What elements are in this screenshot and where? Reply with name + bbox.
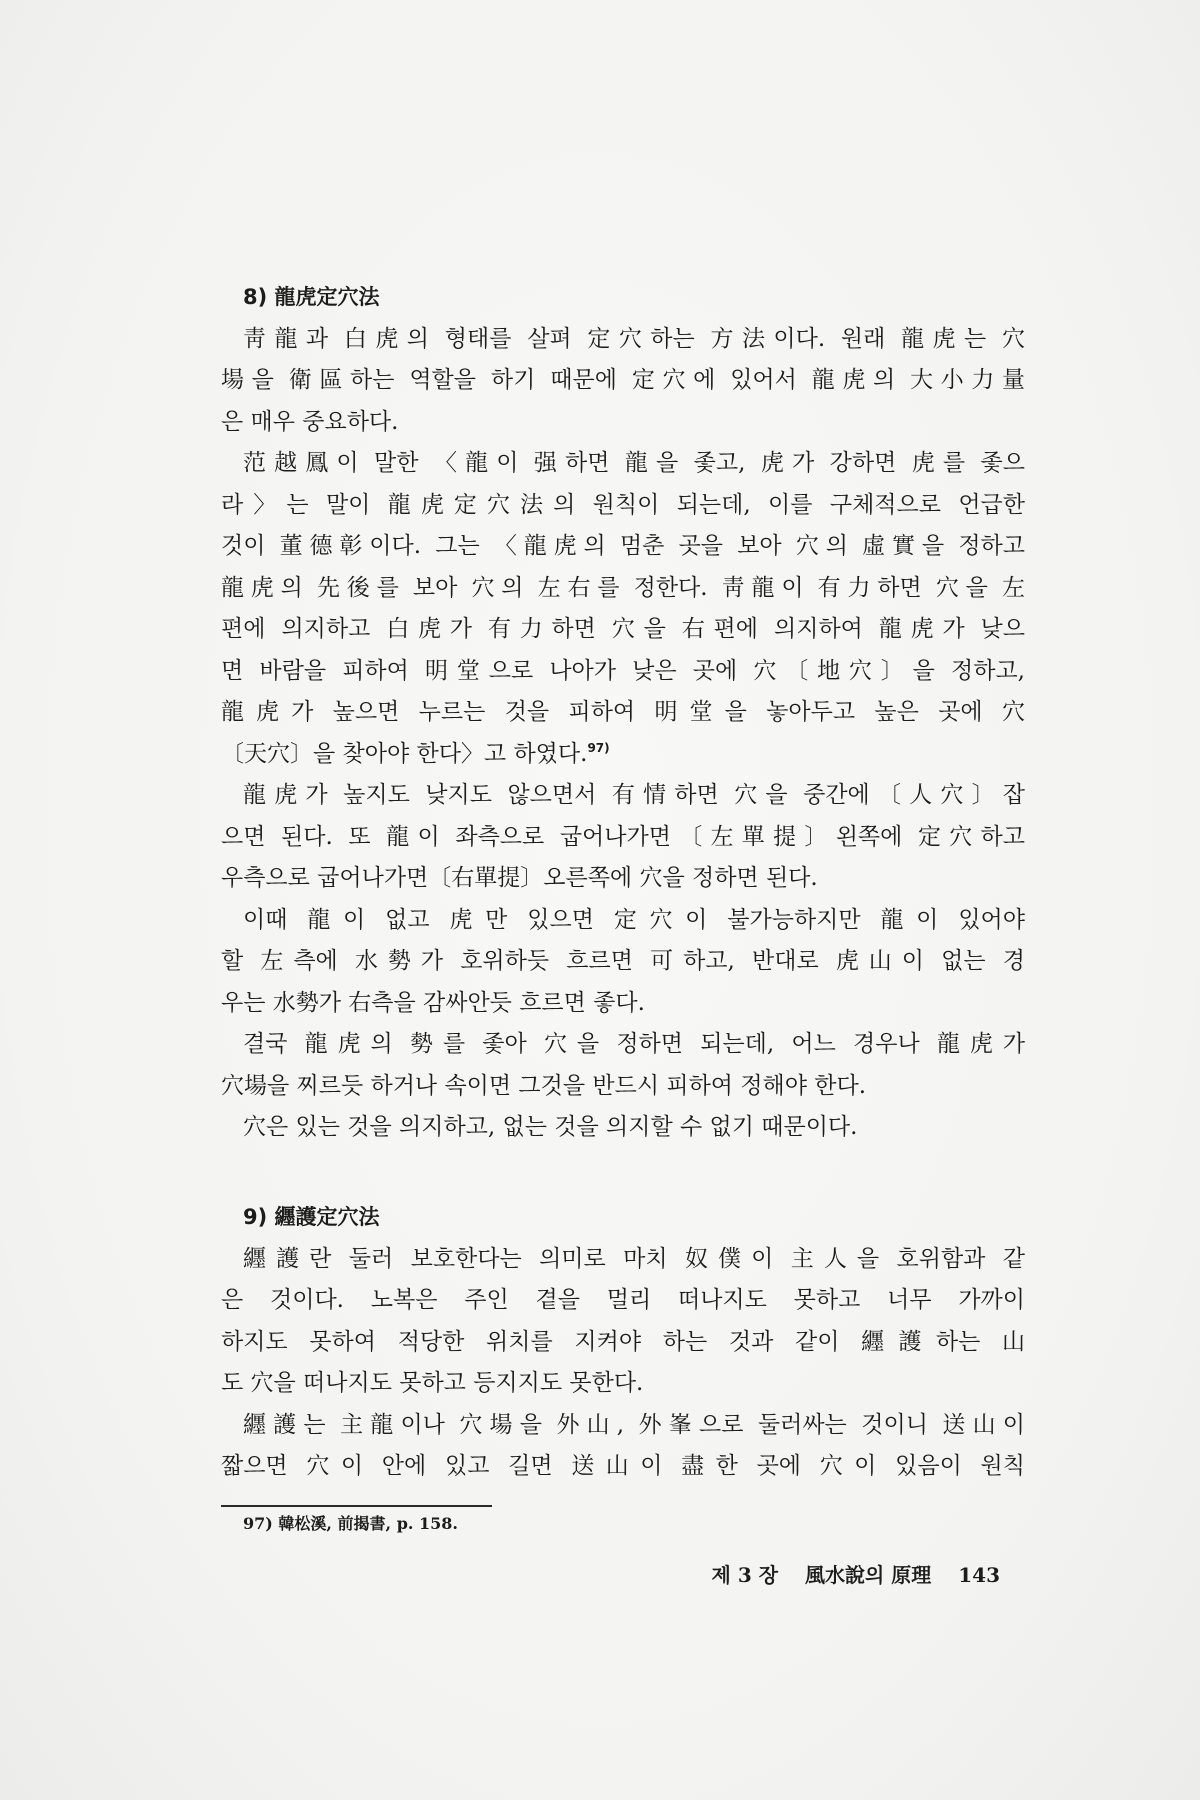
line-text: 할 左측에 水勢가 호위하듯 흐르면 可하고, 반대로 虎山이 없는 경 [221,948,1025,974]
line-text: 龍虎가 높으면 누르는 것을 피하여 明堂을 놓아두고 높은 곳에 穴 [221,699,1025,725]
line-text: 도 穴을 떠나지도 못하고 등지지도 못한다. [221,1370,644,1396]
text-line [221,1280,1025,1322]
line-text: 靑龍과 白虎의 형태를 살펴 定穴하는 方法이다. 원래 龍虎는 穴 [243,325,1025,352]
line-text: 라〉는 말이 龍虎定穴法의 원칙이 되는데, 이를 구체적으로 언급한 [221,491,1025,518]
text-line [221,402,1025,444]
paragraph [221,443,1025,775]
line-text: 면 바람을 피하여 明堂으로 나아가 낮은 곳에 穴〔地穴〕을 정하고, [221,657,1025,684]
text-line [221,651,1025,693]
line-text: 은 것이다. 노복은 주인 곁을 멀리 떠나지도 못하고 너무 가까이 [221,1287,1025,1313]
text-line [221,817,1025,859]
line-text: 짧으면 穴이 안에 있고 길면 送山이 盡한 곳에 穴이 있음이 원칙 [221,1453,1025,1479]
line-text: 〔天穴〕을 찾아야 한다〉고 하였다. [221,740,588,767]
text-line [221,1446,1025,1488]
line-text: 龍虎가 높지도 낮지도 않으면서 有情하면 穴을 중간에〔人穴〕잡 [243,782,1025,808]
text-line [221,485,1025,527]
text-line [221,1066,1025,1108]
footnote-divider [221,1505,492,1507]
line-text: 하지도 못하여 적당한 위치를 지켜야 하는 것과 같이 纒護하는 山 [221,1328,1025,1355]
paragraph [221,1107,1025,1149]
text-line [221,360,1025,402]
line-text: 결국 龍虎의 勢를 좇아 穴을 정하면 되는데, 어느 경우나 龍虎가 [243,1031,1025,1057]
text-line [221,319,1025,361]
text-line [221,1024,1025,1066]
text-line [221,1363,1025,1405]
section-body [221,319,1025,1149]
paragraph [221,1239,1025,1405]
text-line [221,1322,1025,1364]
line-text: 은 매우 중요하다. [221,408,399,435]
text-line [221,1405,1025,1447]
section-body [221,1239,1025,1488]
section-protection-method [221,1197,1025,1488]
text-line [221,983,1025,1025]
line-text: 龍虎의 先後를 보아 穴의 左右를 정한다. 靑龍이 有力하면 穴을 左 [221,574,1025,601]
section-dragon-tiger-method [221,277,1025,1149]
text-line [221,858,1025,900]
text-line [221,775,1025,817]
text-line [221,443,1025,485]
text-line [221,1239,1025,1281]
text-line [221,734,1025,776]
text-line [221,1107,1025,1149]
chapter-title: 風水說의 原理 [804,1563,932,1587]
line-text: 纒護는 主龍이나 穴場을 外山, 外峯으로 둘러싸는 것이니 送山이 [243,1411,1025,1438]
line-text: 場을 衛區하는 역할을 하기 때문에 定穴에 있어서 龍虎의 大小力量 [221,367,1025,393]
page-number: 143 [958,1563,1000,1587]
line-text: 우는 水勢가 右측을 감싸안듯 흐르면 좋다. [221,989,645,1016]
line-text: 范越鳳이 말한 〈龍이 强하면 龍을 좇고, 虎가 강하면 虎를 좇으 [243,450,1025,476]
footnote-reference[interactable]: 97) [587,740,610,755]
line-text: 纒護란 둘러 보호한다는 의미로 마치 奴僕이 主人을 호위함과 같 [243,1245,1025,1272]
text-line [221,526,1025,568]
text-line [221,900,1025,942]
chapter-label: 제 3 장 [711,1563,779,1587]
line-text: 으면 된다. 또 龍이 좌측으로 굽어나가면〔左單提〕왼쪽에 定穴하고 [221,823,1025,850]
line-text: 것이 董德彰이다. 그는 〈龍虎의 멈춘 곳을 보아 穴의 虛實을 정하고 [221,533,1025,559]
line-text: 우측으로 굽어나가면〔右單提〕오른쪽에 穴을 정하면 된다. [221,865,818,891]
paragraph [221,900,1025,1025]
line-text: 穴場을 찌르듯 하거나 속이면 그것을 반드시 피하여 정해야 한다. [221,1072,867,1099]
paragraph [221,319,1025,444]
text-line [221,692,1025,734]
paragraph [221,775,1025,900]
line-text: 이때 龍이 없고 虎만 있으면 定穴이 불가능하지만 龍이 있어야 [243,906,1025,933]
section-heading: 9) 纒護定穴法 [243,1205,380,1229]
paragraph [221,1024,1025,1107]
line-text: 穴은 있는 것을 의지하고, 없는 것을 의지할 수 없기 때문이다. [243,1114,858,1140]
paragraph [221,1405,1025,1488]
running-footer [712,1561,1000,1589]
section-heading: 8) 龍虎定穴法 [243,285,380,309]
text-line [221,609,1025,651]
text-line [221,941,1025,983]
footnote: 97) 韓松溪, 前揭書, p. 158. [243,1514,458,1533]
text-line [221,568,1025,610]
line-text: 편에 의지하고 白虎가 有力하면 穴을 右편에 의지하여 龍虎가 낮으 [221,616,1025,642]
